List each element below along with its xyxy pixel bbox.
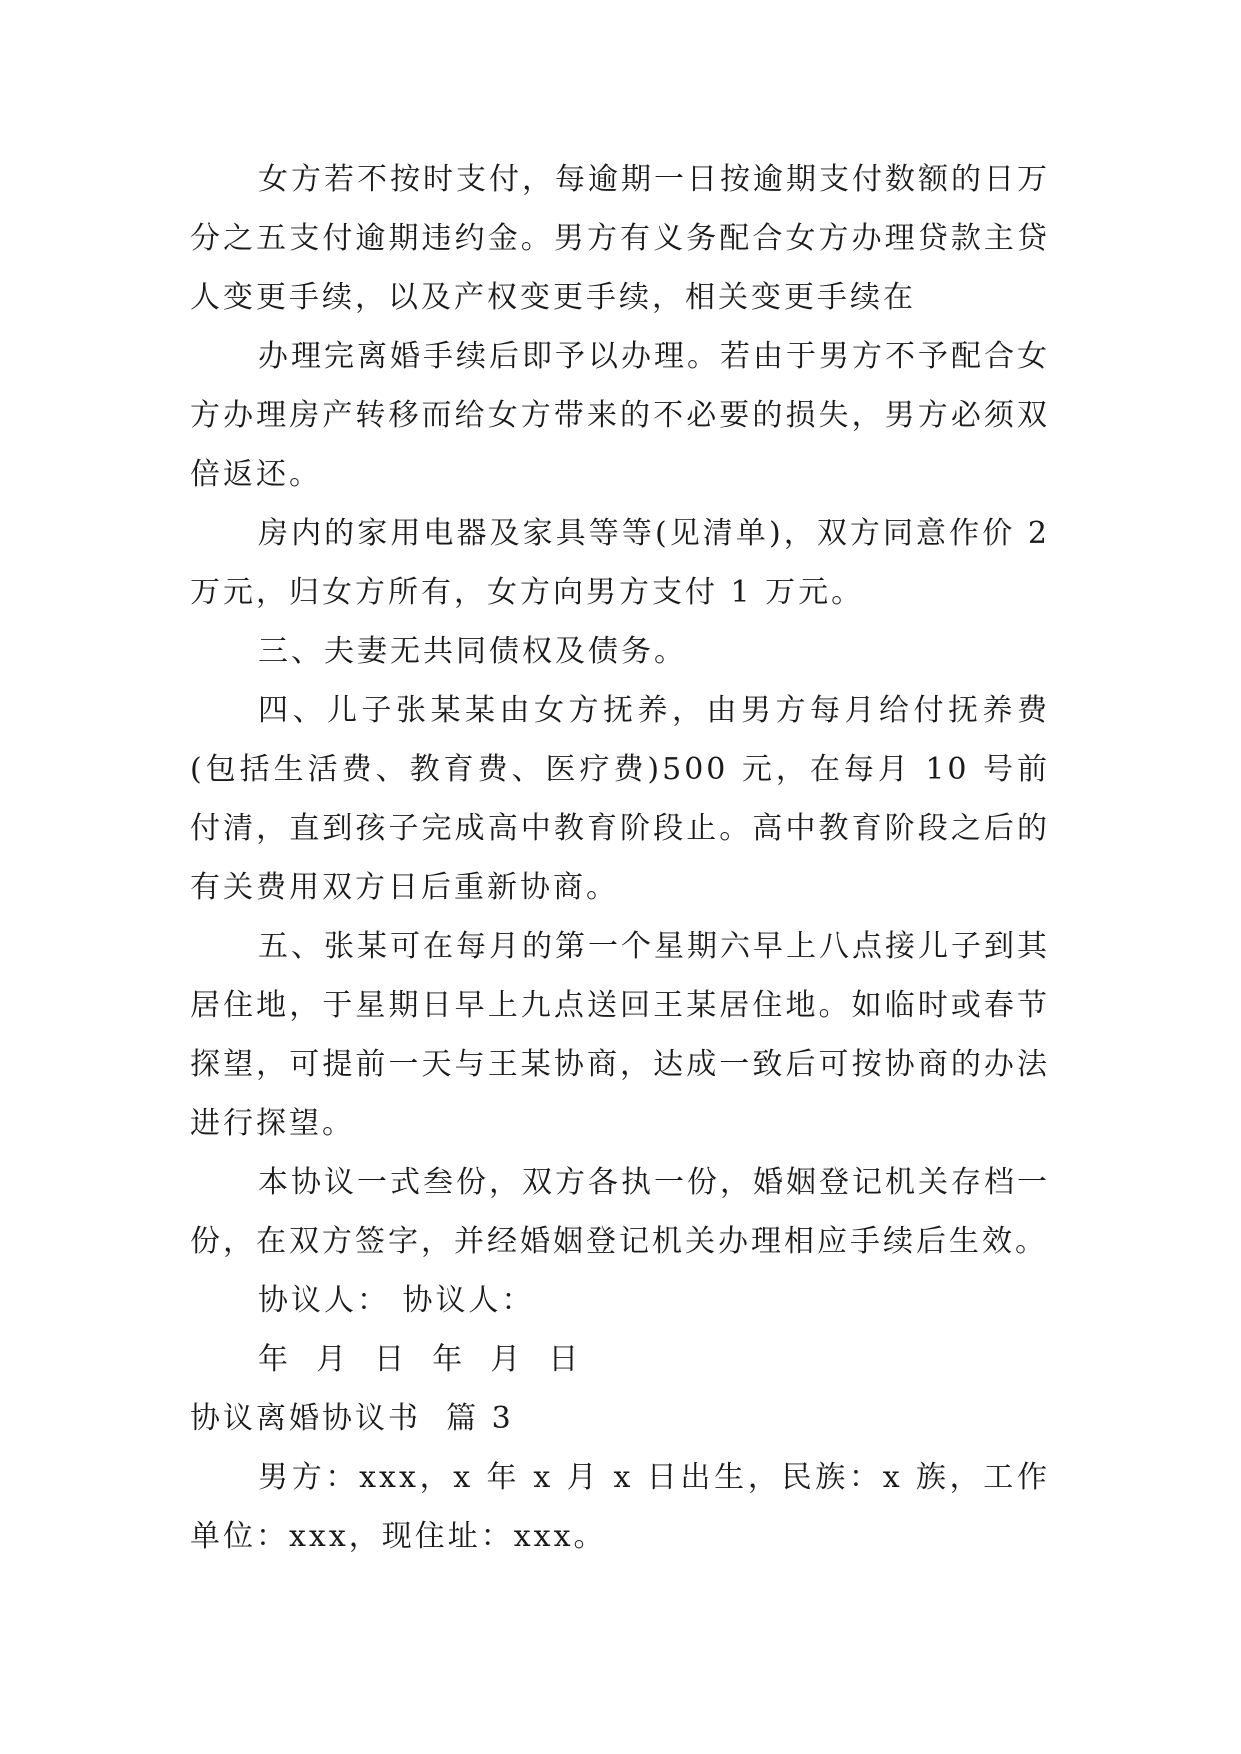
paragraph-visitation: 五、张某可在每月的第一个星期六早上八点接儿子到其居住地，于星期日早上九点送回王某居住地。如临时或春节探望，可提前一天与王某协商，达成一致后可按协商的办法进行探望。 [190, 929, 1050, 1141]
section-title: 协议离婚协议书 篇 3 [190, 1401, 514, 1436]
paragraph-debts: 三、夫妻无共同债权及债务。 [258, 634, 687, 669]
date-line: 年 月 日 年 月 日 [258, 1342, 582, 1377]
paragraph-agreement-copies: 本协议一式叁份，双方各执一份，婚姻登记机关存档一份，在双方签字，并经婚姻登记机关办理相应手续后生效。 [190, 1165, 1050, 1259]
paragraph-male-party: 男方：xxx，x 年 x 月 x 日出生，民族：x 族，工作单位：xxx，现住址：xxx。 [190, 1460, 1050, 1554]
paragraph-child-custody: 四、儿子张某某由女方抚养，由男方每月给付抚养费(包括生活费、教育费、医疗费)500 元，在每月 10 号前付清，直到孩子完成高中教育阶段止。高中教育阶段之后的有关费用双方日后重新协商。 [190, 693, 1050, 905]
paragraph-appliances: 房内的家用电器及家具等等(见清单)，双方同意作价 2 万元，归女方所有，女方向男方支付 1 万元。 [190, 516, 1050, 610]
paragraph-property-transfer: 办理完离婚手续后即予以办理。若由于男方不予配合女方办理房产转移而给女方带来的不必要的损失，男方必须双倍返还。 [190, 339, 1050, 492]
paragraph-payment-penalty: 女方若不按时支付，每逾期一日按逾期支付数额的日万分之五支付逾期违约金。男方有义务配合女方办理贷款主贷人变更手续，以及产权变更手续，相关变更手续在 [190, 162, 1050, 315]
signature-line: 协议人： 协议人： [258, 1283, 535, 1318]
